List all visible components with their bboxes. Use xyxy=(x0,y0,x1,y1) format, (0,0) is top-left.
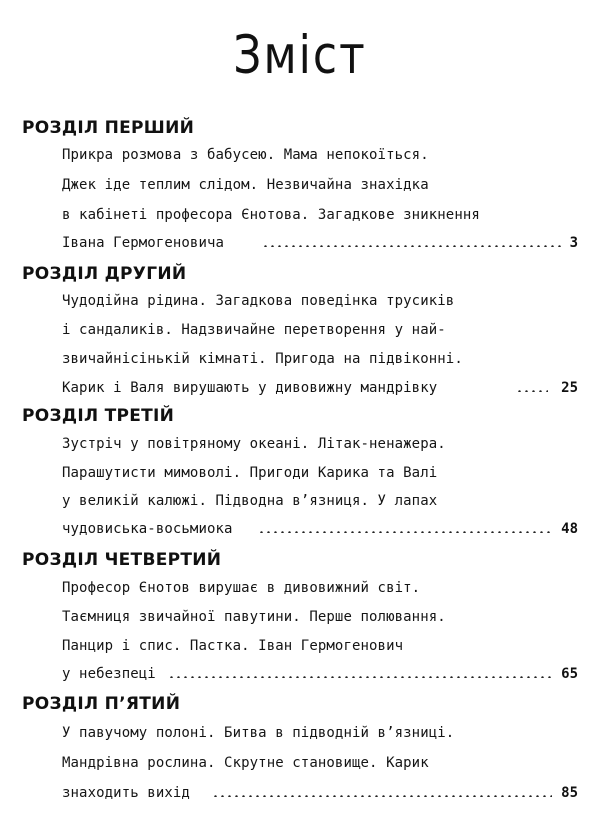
chapter-2-heading: РОЗДІЛ ДРУГИЙ xyxy=(22,264,187,284)
chapter-2-dot-leader xyxy=(516,390,548,392)
chapter-3-line-2: Парашутисти мимоволі. Пригоди Карика та Валі xyxy=(62,465,438,481)
chapter-1-line-4: Івана Гермогеновича xyxy=(62,235,225,251)
chapter-1-dot-leader xyxy=(262,245,562,247)
chapter-5-line-3: знаходить вихід xyxy=(62,785,190,801)
chapter-4-line-3: Панцир і спис. Пастка. Іван Гермогенович xyxy=(62,638,404,654)
chapter-4-heading: РОЗДІЛ ЧЕТВЕРТИЙ xyxy=(22,550,222,570)
chapter-5-heading: РОЗДІЛ П’ЯТИЙ xyxy=(22,694,181,714)
chapter-3-line-3: у великій калюжі. Підводна в’язниця. У лапах xyxy=(62,493,438,509)
chapter-2-line-3: звичайнісінькій кімнаті. Пригода на підвіконні. xyxy=(62,351,463,367)
chapter-4-dot-leader xyxy=(168,676,552,678)
chapter-5-dot-leader xyxy=(212,795,552,797)
chapter-5-line-1: У павучому полоні. Битва в підводній в’язниці. xyxy=(62,725,455,741)
chapter-4-line-1: Професор Єнотов вирушає в дивовижний світ. xyxy=(62,580,421,596)
chapter-2-page-number: 25 xyxy=(561,380,578,396)
chapter-2-line-4: Карик і Валя вирушають у дивовижну мандрівку xyxy=(62,380,438,396)
chapter-3-dot-leader xyxy=(258,531,552,533)
chapter-1-page-number: 3 xyxy=(569,235,578,251)
chapter-1-line-3: в кабінеті професора Єнотова. Загадкове зникнення xyxy=(62,207,480,223)
page-title: Зміст xyxy=(233,24,367,87)
chapter-3-line-1: Зустріч у повітряному океані. Літак-ненажера. xyxy=(62,436,446,452)
chapter-3-page-number: 48 xyxy=(561,521,578,537)
chapter-4-line-4: у небезпеці xyxy=(62,666,156,682)
chapter-1-line-1: Прикра розмова з бабусею. Мама непокоїться. xyxy=(62,147,429,163)
chapter-5-line-2: Мандрівна рослина. Скрутне становище. Карик xyxy=(62,755,429,771)
chapter-3-line-4: чудовиська-восьмиока xyxy=(62,521,233,537)
chapter-5-page-number: 85 xyxy=(561,785,578,801)
chapter-4-line-2: Таємниця звичайної павутини. Перше полювання. xyxy=(62,609,446,625)
chapter-4-page-number: 65 xyxy=(561,666,578,682)
chapter-3-heading: РОЗДІЛ ТРЕТІЙ xyxy=(22,406,175,426)
chapter-1-heading: РОЗДІЛ ПЕРШИЙ xyxy=(22,118,195,138)
chapter-2-line-2: і сандаликів. Надзвичайне перетворення у най- xyxy=(62,322,446,338)
chapter-1-line-2: Джек іде теплим слідом. Незвичайна знахідка xyxy=(62,177,429,193)
chapter-2-line-1: Чудодійна рідина. Загадкова поведінка трусиків xyxy=(62,293,455,309)
